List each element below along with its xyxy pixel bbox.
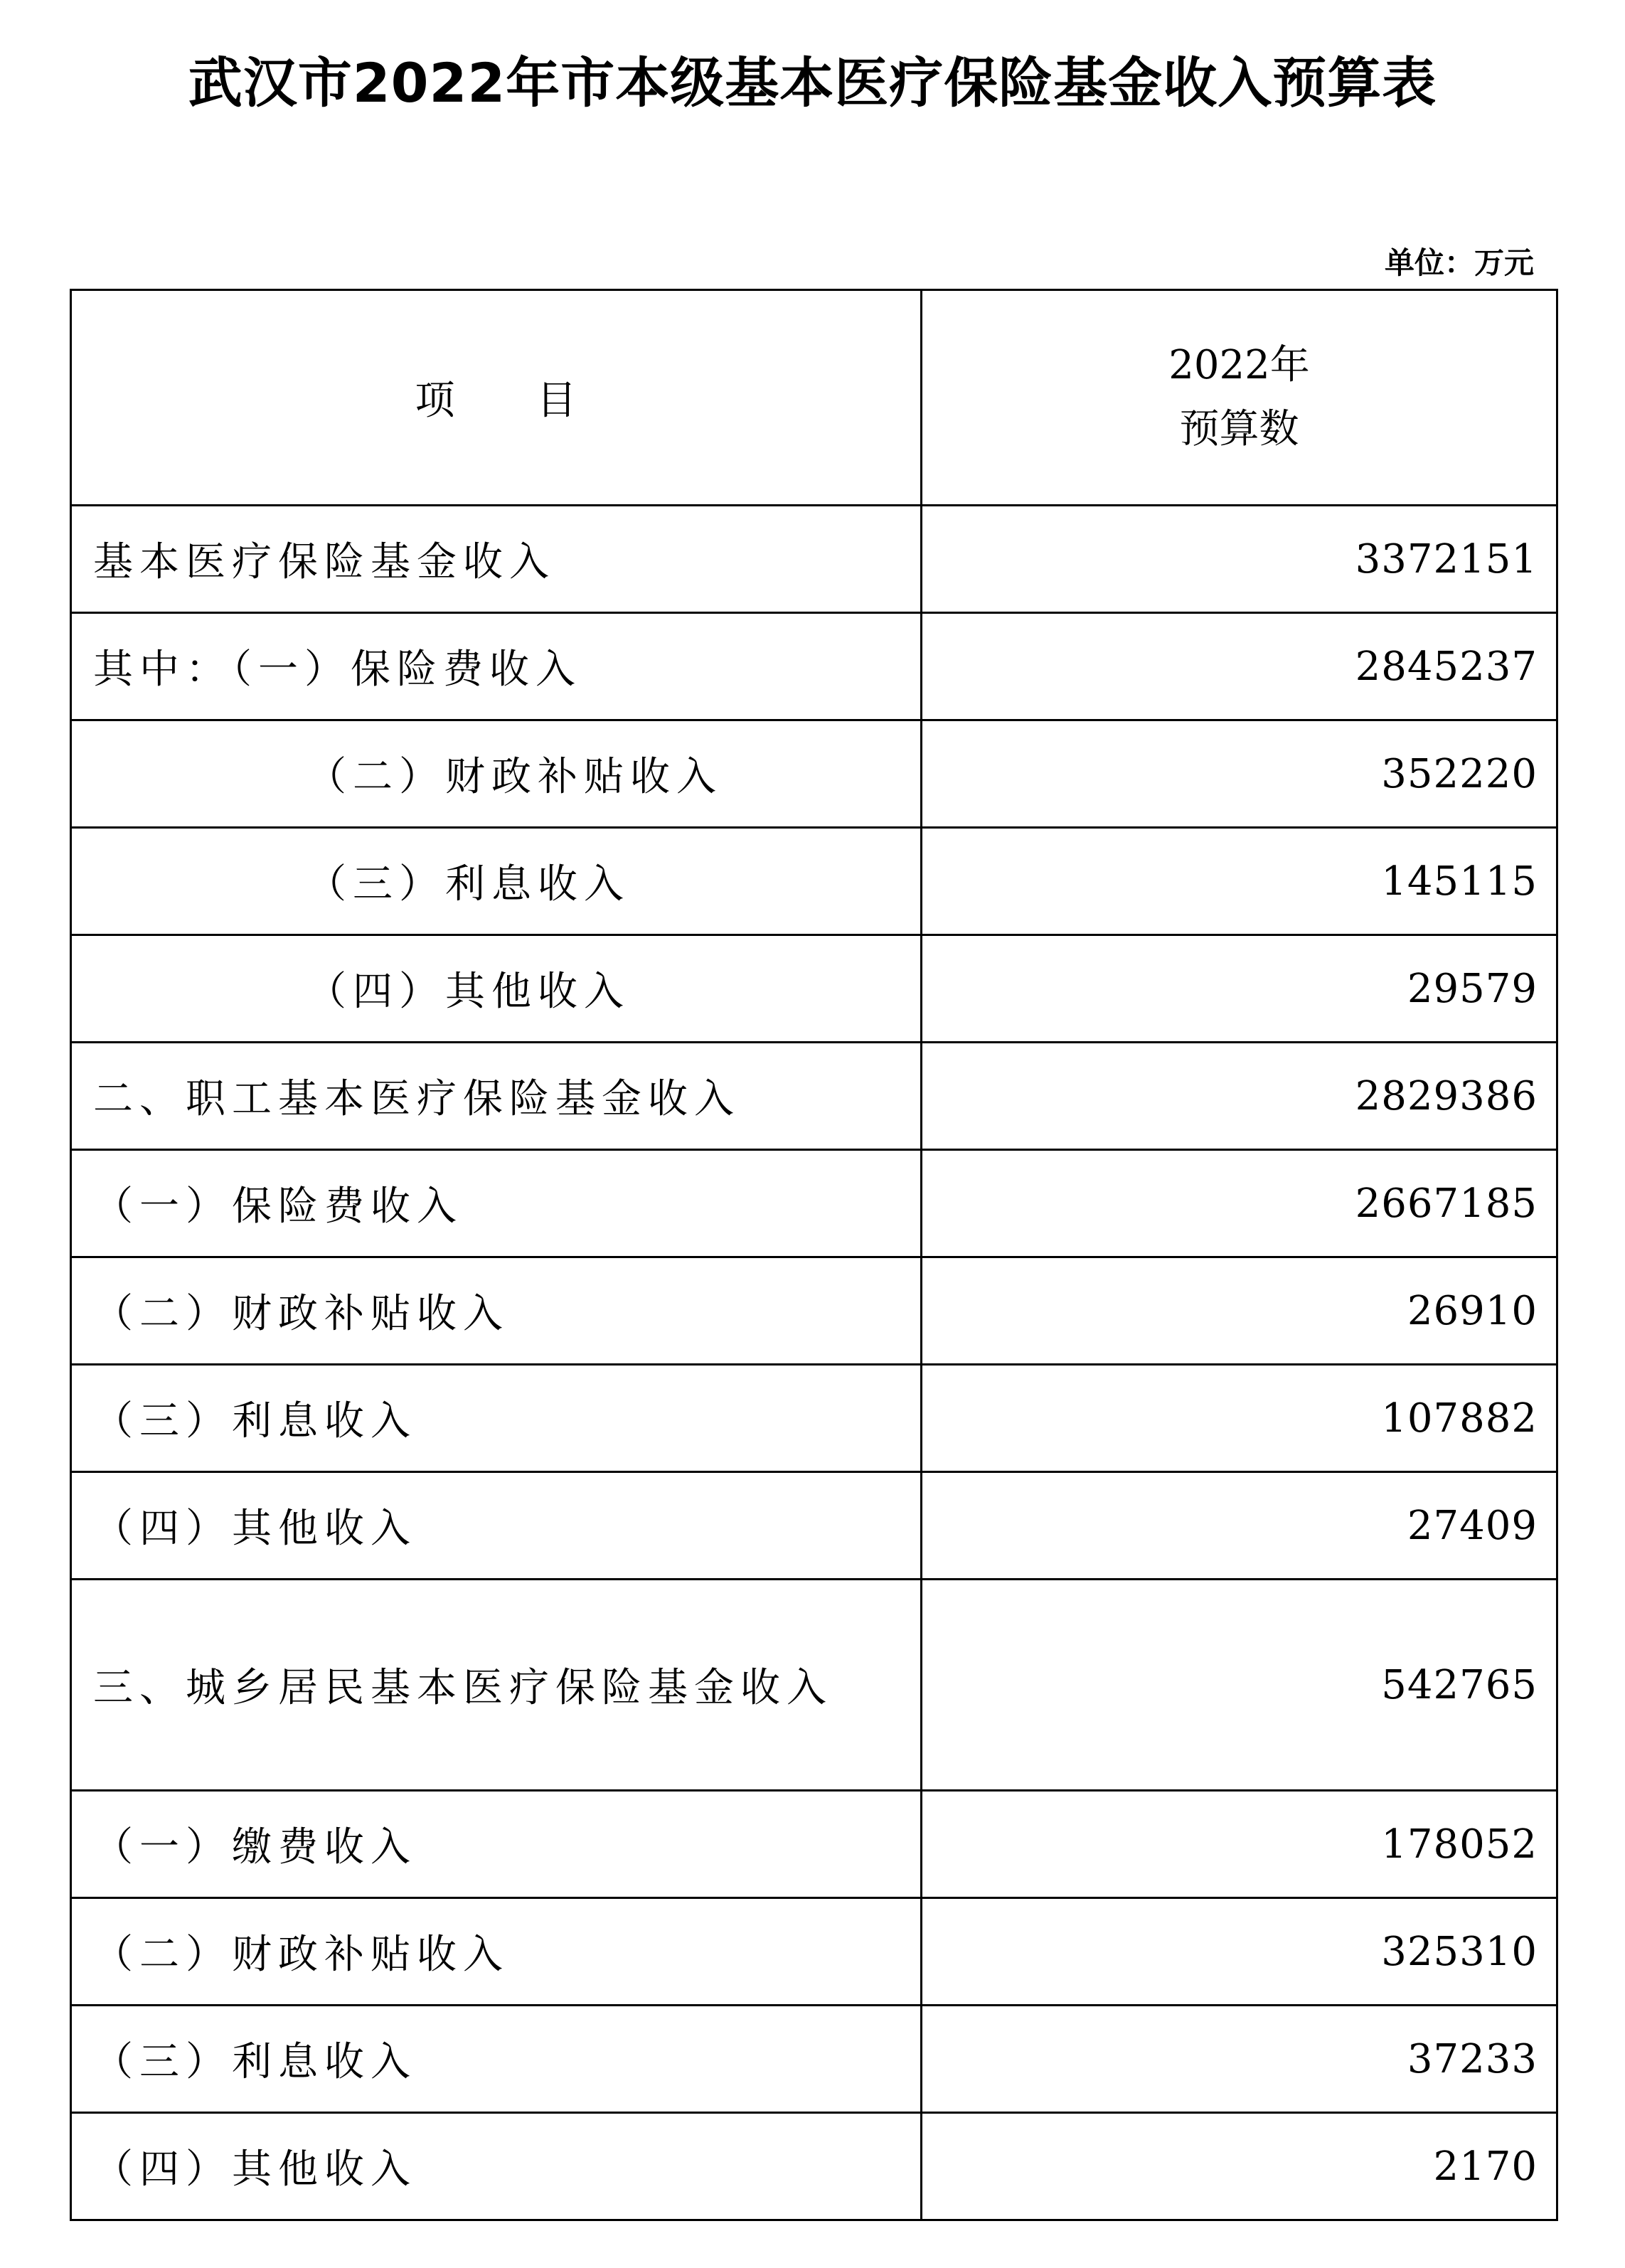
- row-label: （二）财政补贴收入: [71, 1898, 922, 2006]
- row-value: 2170: [922, 2113, 1557, 2220]
- row-label: 三、城乡居民基本医疗保险基金收入: [71, 1580, 922, 1791]
- row-label: （三）利息收入: [71, 828, 922, 935]
- table-row: [71, 1898, 1557, 2006]
- table-row: [71, 828, 1557, 935]
- row-value: 2829386: [922, 1043, 1557, 1150]
- header-item-label: 项 目: [415, 378, 577, 424]
- row-value: 26910: [922, 1257, 1557, 1365]
- row-value: 145115: [922, 828, 1557, 935]
- table-row: [71, 1043, 1557, 1150]
- row-label: （四）其他收入: [71, 1472, 922, 1580]
- header-budget-label: 预算数: [1179, 406, 1299, 452]
- row-value: 37233: [922, 2006, 1557, 2113]
- row-label: 基本医疗保险基金收入: [71, 506, 922, 613]
- row-label: （四）其他收入: [71, 935, 922, 1043]
- table-row: [71, 1365, 1557, 1472]
- table-row: [71, 613, 1557, 720]
- row-value: 107882: [922, 1365, 1557, 1472]
- row-value: 27409: [922, 1472, 1557, 1580]
- table-row: [71, 1257, 1557, 1365]
- row-value: 29579: [922, 935, 1557, 1043]
- row-value: 3372151: [922, 506, 1557, 613]
- row-label: （三）利息收入: [71, 1365, 922, 1472]
- budget-table: [70, 289, 1558, 2221]
- row-value: 542765: [922, 1580, 1557, 1791]
- table-row: [71, 1150, 1557, 1257]
- table-row: [71, 1791, 1557, 1898]
- row-value: 325310: [922, 1898, 1557, 2006]
- row-label: （三）利息收入: [71, 2006, 922, 2113]
- table-row: [71, 2113, 1557, 2220]
- table-row: [71, 720, 1557, 828]
- row-value: 178052: [922, 1791, 1557, 1898]
- row-label: （二）财政补贴收入: [71, 1257, 922, 1365]
- row-label: （二）财政补贴收入: [71, 720, 922, 828]
- row-value: 2845237: [922, 613, 1557, 720]
- header-value-cell: [922, 290, 1557, 506]
- row-label: （一）保险费收入: [71, 1150, 922, 1257]
- row-value: 2667185: [922, 1150, 1557, 1257]
- header-item-cell: [71, 290, 922, 506]
- table-row: [71, 506, 1557, 613]
- row-label: 二、职工基本医疗保险基金收入: [71, 1043, 922, 1150]
- row-label: （一）缴费收入: [71, 1791, 922, 1898]
- row-label: 其中：（一）保险费收入: [71, 613, 922, 720]
- page-title: 武汉市2022年市本级基本医疗保险基金收入预算表: [188, 51, 1437, 115]
- row-value: 352220: [922, 720, 1557, 828]
- header-year-label: 2022年: [1168, 342, 1310, 388]
- table-row: [71, 2006, 1557, 2113]
- table-row: [71, 1472, 1557, 1580]
- unit-label: 单位：万元: [1384, 245, 1534, 280]
- row-label: （四）其他收入: [71, 2113, 922, 2220]
- table-row: [71, 935, 1557, 1043]
- table-header-row: [71, 290, 1557, 506]
- table-row: [71, 1580, 1557, 1791]
